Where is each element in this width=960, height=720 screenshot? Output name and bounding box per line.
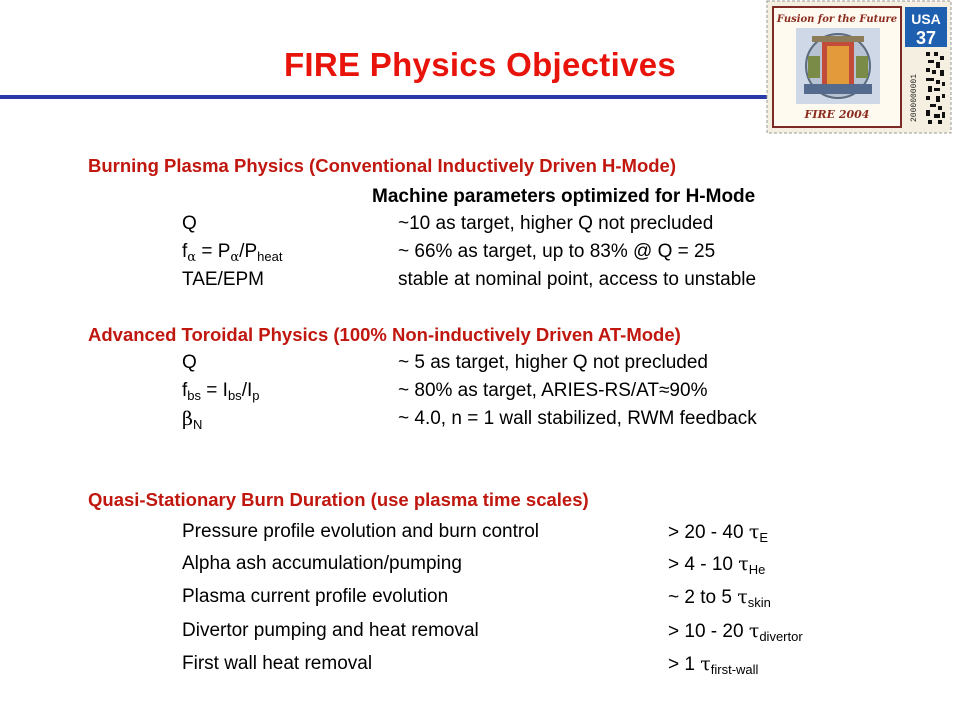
row-value: stable at nominal point, access to unstable [398, 269, 757, 290]
stamp-caption: FIRE 2004 [804, 108, 870, 121]
row-label: Plasma current profile evolution [182, 586, 449, 607]
row-label: TAE/EPM [182, 269, 264, 290]
section-heading-burning: Burning Plasma Physics (Conventional Inductively Driven H-Mode) [88, 155, 676, 176]
row-value: > 20 - 40 $\tau_E$ [668, 521, 768, 545]
row-value: ~ 5 as target, higher Q not precluded [398, 352, 709, 373]
row-label: Divertor pumping and heat removal [182, 620, 479, 641]
section-heading-quasi: Quasi-Stationary Burn Duration (use plasma time scales) [88, 489, 589, 510]
row-value: > 4 - 10 $\tau_{He}$ [668, 553, 766, 577]
row-label: Q [182, 352, 197, 373]
section-heading-advanced: Advanced Toroidal Physics (100% Non-inductively Driven AT-Mode) [88, 324, 681, 345]
stamp-value: 37 [915, 28, 937, 48]
row-value: > 1 $\tau_{first-wall}$ [668, 653, 759, 677]
row-value: ~ 80% as target, ARIES-RS/AT≈90% [398, 380, 708, 401]
row-label-f-alpha: $f_\alpha = P_\alpha/P_{heat}$ [182, 241, 283, 265]
stamp-country: USA [911, 11, 941, 27]
row-label-f-bs: $f_{bs} = I_{bs}/I_p$ [182, 380, 260, 403]
row-label: Pressure profile evolution and burn control [182, 521, 539, 542]
row-value: ~10 as target, higher Q not precluded [398, 213, 714, 234]
row-value: ~ 66% as target, up to 83% @ Q = 25 [398, 241, 716, 262]
row-value: ~ 4.0, n = 1 wall stabilized, RWM feedback [398, 408, 757, 429]
row-label-beta-n: $\beta_N$ [182, 408, 203, 432]
row-label: First wall heat removal [182, 653, 373, 674]
fire-2004-stamp-image [766, 0, 952, 134]
section-subheading: Machine parameters optimized for H-Mode [372, 186, 756, 207]
row-label: Alpha ash accumulation/pumping [182, 553, 462, 574]
stamp-serial: 2000000001 [910, 73, 919, 122]
stamp-tagline: Fusion for the Future [776, 14, 898, 25]
title-underline [0, 95, 770, 99]
row-label: Q [182, 213, 197, 234]
page-title: FIRE Physics Objectives [283, 46, 677, 83]
row-value: ~ 2 to 5 $\tau_{skin}$ [668, 586, 771, 610]
row-value: > 10 - 20 $\tau_{divertor}$ [668, 620, 803, 644]
